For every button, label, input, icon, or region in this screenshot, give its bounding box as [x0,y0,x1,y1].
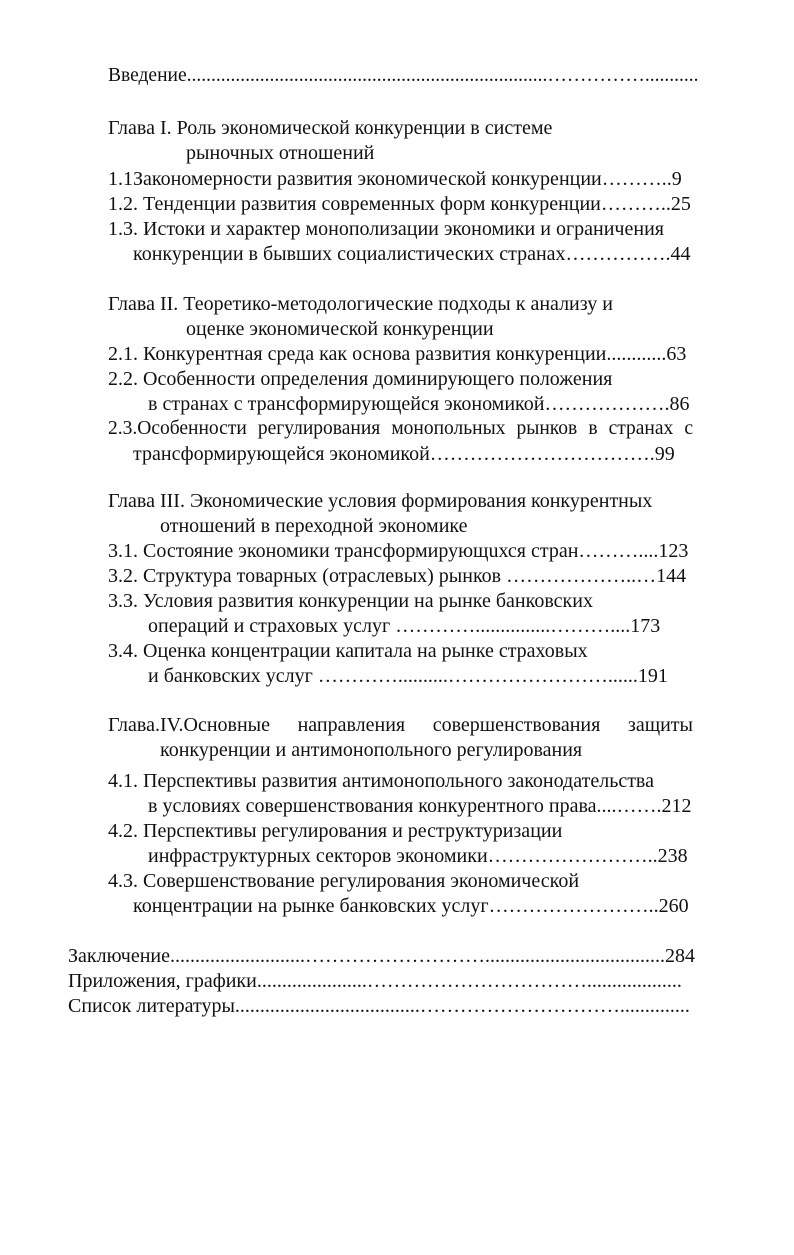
section-2-1: 2.1. Конкурентная среда как основа развития конкуренции............63 [108,343,687,365]
section-1-2: 1.2. Тенденции развития современных форм конкуренции………..25 [108,193,691,215]
toc-appendix: Приложения, графики......................……………………………................... [68,970,682,992]
section-4-3-cont: концентрации на рынке банковских услуг……………………..260 [133,895,689,917]
chapter-4-title [108,713,693,737]
chapter-3-title: Глава III. Экономические условия формирования конкурентных [108,490,653,512]
section-3-3-cont: операций и страховых услуг …………...............………....173 [148,615,661,637]
chapter-4-title-word: направления [297,714,406,736]
section-1-3: 1.3. Истоки и характер монополизации экономики и ограничения [108,218,664,240]
section-1-3-cont: конкуренции в бывших социалистических странах…………….44 [133,243,691,265]
chapter-4-title-word: совершенствования [432,714,601,736]
chapter-4-title-word: Глава.IV.Основные [108,714,270,736]
chapter-1-title: Глава I. Роль экономической конкуренции в системе [108,117,553,139]
section-3-1: 3.1. Состояние экономики трансформирующuхся стран………....123 [108,540,689,562]
section-2-2-cont: в странах с трансформирующейся экономикой……………….86 [148,393,690,415]
section-4-3: 4.3. Совершенствование регулирования экономической [108,870,580,892]
section-4-2-cont: инфраструктурных секторов экономики……………………..238 [148,845,688,867]
section-2-3-word: с [684,418,693,439]
section-2-3-word: монопольных [391,418,506,439]
section-2-3 [108,417,693,441]
chapter-4-title-cont: конкуренции и антимонопольного регулирования [160,739,583,761]
section-1-1: 1.1Закономерности развития экономической конкуренции………..9 [108,168,682,190]
section-4-1-cont: в условиях совершенствования конкурентного права....…….212 [148,795,692,817]
chapter-2-title: Глава II. Теоретико-методологические подходы к анализу и [108,293,613,315]
section-2-3-cont: трансформирующейся экономикой…………………………….99 [133,443,675,465]
section-3-3: 3.3. Условия развития конкуренции на рынке банковских [108,590,593,612]
section-2-3-word: регулирования [257,418,381,439]
chapter-1-title-cont: рыночных отношений [186,142,375,164]
section-3-4-cont: и банковских услуг …………..........……………………......191 [148,665,668,687]
toc-intro: Введение..........................................................................……………........... [108,65,699,86]
section-2-2: 2.2. Особенности определения доминирующего положения [108,368,613,390]
chapter-3-title-cont: отношений в переходной экономике [160,515,468,537]
section-4-2: 4.2. Перспективы регулирования и реструктуризации [108,820,563,842]
toc-conclusion: Заключение...........................………………………....................................284 [68,945,695,967]
section-4-1: 4.1. Перспективы развития антимонопольного законодательства [108,770,654,792]
section-2-3-word: в [588,418,598,439]
section-2-3-word: странах [608,418,674,439]
section-3-2: 3.2. Структура товарных (отраслевых) рынков ………………..…144 [108,565,687,587]
toc-literature: Список литературы.....................................………………………….............. [68,995,690,1017]
section-3-4: 3.4. Оценка концентрации капитала на рынке страховых [108,640,588,662]
chapter-2-title-cont: оценке экономической конкуренции [186,318,494,340]
chapter-4-title-word: защиты [627,714,693,736]
section-2-3-word: рынков [516,418,578,439]
section-2-3-word: 2.3.Особенности [108,418,247,439]
